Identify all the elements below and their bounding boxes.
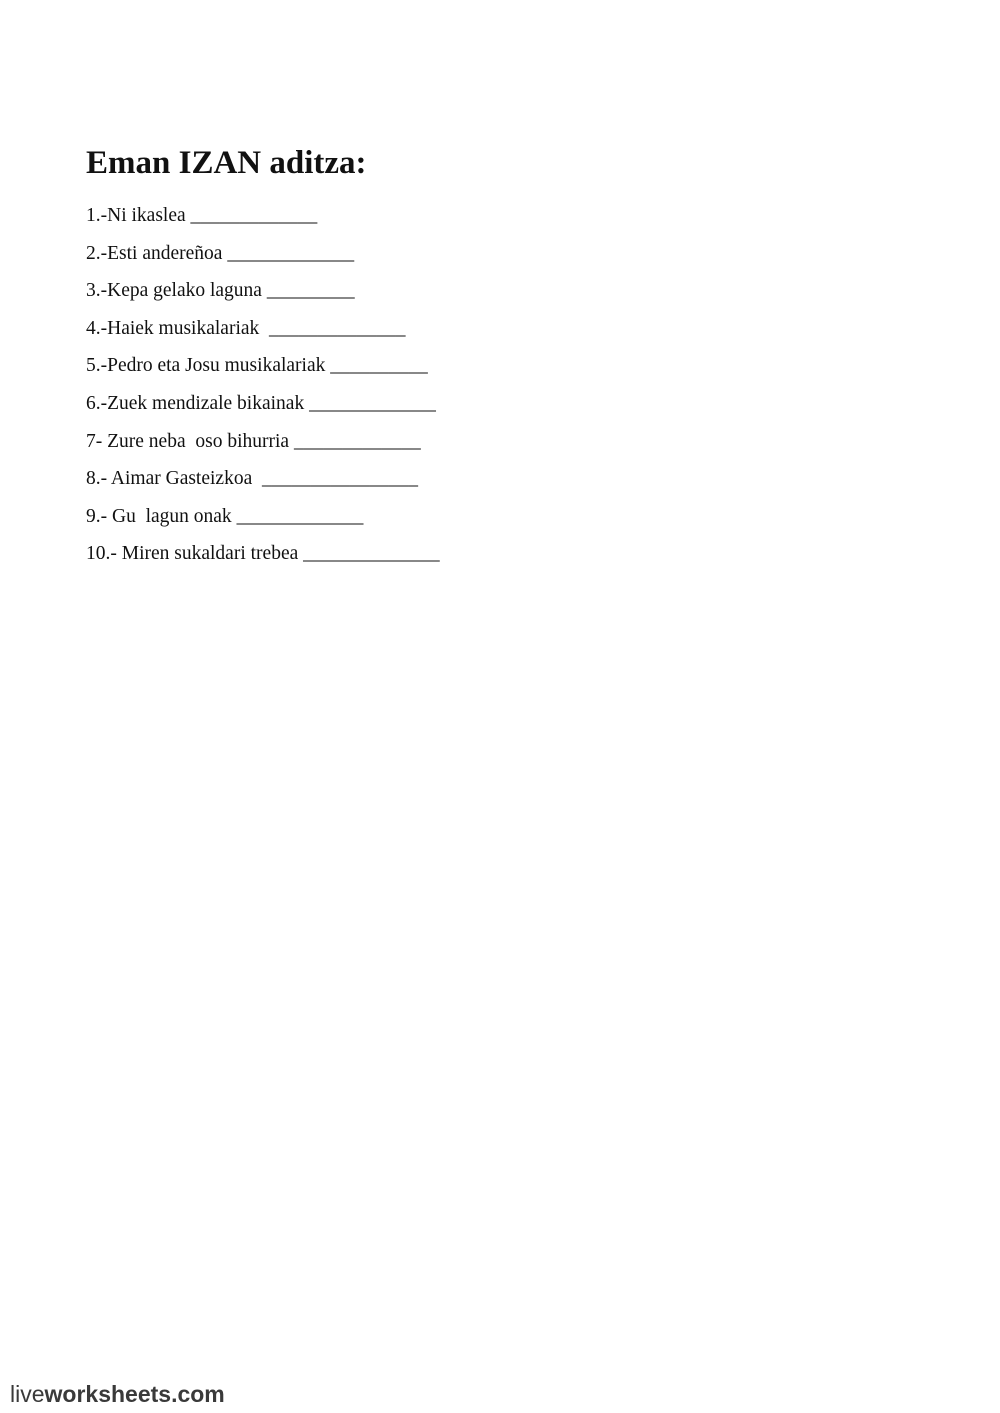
answer-blank[interactable]: _____________ — [227, 242, 355, 264]
answer-blank[interactable]: _____________ — [190, 205, 318, 226]
exercise-prompt: 2.-Esti andereñoa — [86, 242, 228, 264]
exercise-prompt: 4.-Haiek musikalariak — [86, 317, 270, 339]
answer-blank[interactable]: ______________ — [303, 543, 440, 565]
exercise-item — [86, 503, 440, 541]
exercise-prompt: 8.- Aimar Gasteizkoa — [86, 468, 262, 490]
answer-blank[interactable]: ________________ — [262, 468, 418, 490]
answer-blank[interactable]: _________ — [266, 280, 355, 302]
exercise-prompt: 7- Zure neba oso bihurria — [86, 430, 294, 452]
answer-blank[interactable]: ______________ — [269, 317, 406, 339]
exercise-item — [86, 428, 440, 466]
answer-blank[interactable]: _____________ — [236, 505, 364, 527]
answer-blank[interactable]: __________ — [330, 355, 428, 377]
exercise-item — [86, 390, 440, 428]
exercise-item — [86, 315, 440, 353]
exercise-prompt: 6.-Zuek mendizale bikainak — [86, 392, 310, 414]
logo-text-worksheets: worksheets — [44, 1381, 172, 1407]
exercise-item — [86, 352, 440, 390]
exercise-item — [86, 277, 440, 315]
exercise-prompt: 3.-Kepa gelako laguna — [86, 280, 267, 302]
exercise-item — [86, 240, 440, 278]
logo-text-domain: .com — [171, 1381, 225, 1407]
answer-blank[interactable]: _____________ — [293, 430, 421, 452]
exercise-item — [86, 465, 440, 503]
worksheet-title: Eman IZAN aditza: — [86, 145, 367, 181]
exercise-prompt: 9.- Gu lagun onak — [86, 505, 237, 527]
exercise-prompt: 1.-Ni ikaslea — [86, 205, 191, 226]
logo-text-live: live — [10, 1381, 45, 1407]
exercise-item — [86, 202, 440, 240]
exercise-list — [86, 202, 440, 578]
exercise-prompt: 5.-Pedro eta Josu musikalariak — [86, 355, 331, 377]
exercise-item — [86, 540, 440, 578]
liveworksheets-logo[interactable] — [10, 1379, 225, 1409]
answer-blank[interactable]: _____________ — [309, 392, 436, 414]
exercise-prompt: 10.- Miren sukaldari trebea — [86, 543, 304, 565]
